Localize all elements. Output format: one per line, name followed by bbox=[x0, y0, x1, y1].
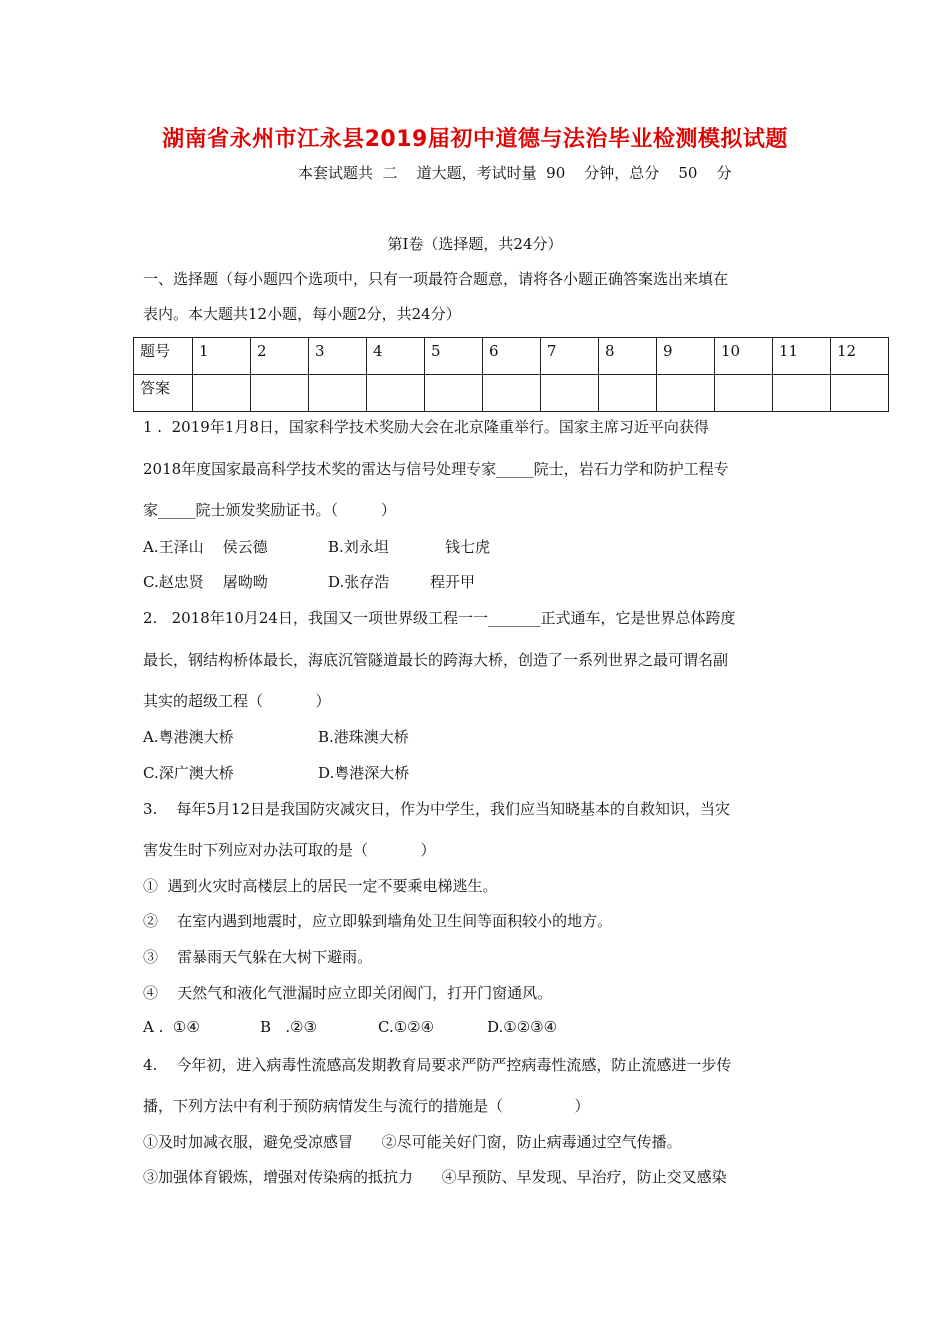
answer-cell[interactable] bbox=[541, 375, 599, 412]
question-4-line: 播，下列方法中有利于预防病情发生与流行的措施是（ ） bbox=[143, 1097, 590, 1115]
q1-option-b-extra: 钱七虎 bbox=[445, 538, 491, 556]
q3-option-a: A . ①④ bbox=[143, 1018, 200, 1036]
table-cell: 5 bbox=[425, 338, 483, 375]
q3-option-b: B .②③ bbox=[260, 1018, 317, 1036]
table-row bbox=[134, 338, 889, 375]
question-4-item: ③加强体育锻炼，增强对传染病的抵抗力 ④早预防、早发现、早治疗，防止交叉感染 bbox=[143, 1168, 727, 1186]
q3-option-c: C.①②④ bbox=[378, 1018, 435, 1036]
exam-title: 湖南省永州市江永县2019届初中道德与法治毕业检测模拟试题 bbox=[162, 127, 788, 152]
q1-option-d: D.张存浩 bbox=[328, 573, 390, 591]
question-3-item: ③ 雷暴雨天气躲在大树下避雨。 bbox=[143, 948, 373, 966]
answer-cell[interactable] bbox=[831, 375, 889, 412]
instruction-line: 一、选择题（每小题四个选项中，只有一项最符合题意，请将各小题正确答案选出来填在 bbox=[143, 270, 729, 288]
question-4-item: ①及时加减衣服，避免受凉感冒 ②尽可能关好门窗，防止病毒通过空气传播。 bbox=[143, 1133, 682, 1151]
answer-cell[interactable] bbox=[773, 375, 831, 412]
table-cell: 2 bbox=[251, 338, 309, 375]
q2-option-d: D.粤港深大桥 bbox=[318, 764, 410, 782]
q1-option-b: B.刘永坦 bbox=[328, 538, 389, 556]
question-3-item: ④ 天然气和液化气泄漏时应立即关闭阀门，打开门窗通风。 bbox=[143, 984, 553, 1002]
q1-option-a: A.王泽山 侯云德 bbox=[143, 538, 268, 556]
q1-option-d-extra: 程开甲 bbox=[430, 573, 476, 591]
table-cell: 1 bbox=[193, 338, 251, 375]
q2-option-b: B.港珠澳大桥 bbox=[318, 728, 409, 746]
q1-option-c: C.赵忠贤 屠呦呦 bbox=[143, 573, 268, 591]
question-1-line: 2018年度国家最高科学技术奖的雷达与信号处理专家_____院士，岩石力学和防护工程专 bbox=[143, 460, 729, 478]
question-3-line: 3. 每年5月12日是我国防灾减灾日，作为中学生，我们应当知晓基本的自救知识，当灾 bbox=[143, 800, 731, 818]
answer-cell[interactable] bbox=[251, 375, 309, 412]
answer-cell[interactable] bbox=[193, 375, 251, 412]
answer-cell[interactable] bbox=[425, 375, 483, 412]
question-3-line: 害发生时下列应对办法可取的是（ ） bbox=[143, 841, 436, 859]
exam-subtitle: 本套试题共 二 道大题，考试时量 90 分钟，总分 50 分 bbox=[298, 164, 732, 182]
answer-cell[interactable] bbox=[309, 375, 367, 412]
question-2-line: 其实的超级工程（ ） bbox=[143, 692, 331, 710]
question-2-line: 2. 2018年10月24日，我国又一项世界级工程一一_______正式通车，它是世界总体跨度 bbox=[143, 609, 736, 627]
answer-cell[interactable] bbox=[367, 375, 425, 412]
question-1-line: 家_____院士颁发奖励证书。（ ） bbox=[143, 501, 396, 519]
table-cell-label: 答案 bbox=[134, 375, 193, 412]
q2-option-c: C.深广澳大桥 bbox=[143, 764, 234, 782]
answer-cell[interactable] bbox=[599, 375, 657, 412]
table-cell: 3 bbox=[309, 338, 367, 375]
table-cell: 12 bbox=[831, 338, 889, 375]
table-cell: 10 bbox=[715, 338, 773, 375]
table-cell: 9 bbox=[657, 338, 715, 375]
question-1-line: 1 . 2019年1月8日，国家科学技术奖励大会在北京隆重举行。国家主席习近平向获得 bbox=[143, 418, 709, 436]
q3-option-d: D.①②③④ bbox=[487, 1018, 558, 1036]
answer-cell[interactable] bbox=[483, 375, 541, 412]
table-cell: 8 bbox=[599, 338, 657, 375]
table-cell: 6 bbox=[483, 338, 541, 375]
q2-option-a: A.粤港澳大桥 bbox=[143, 728, 234, 746]
answer-cell[interactable] bbox=[657, 375, 715, 412]
question-3-item: ② 在室内遇到地震时，应立即躲到墙角处卫生间等面积较小的地方。 bbox=[143, 912, 613, 930]
table-cell-label: 题号 bbox=[134, 338, 193, 375]
table-cell: 4 bbox=[367, 338, 425, 375]
instruction-line: 表内。本大题共12小题，每小题2分，共24分） bbox=[143, 305, 461, 323]
answer-table bbox=[133, 337, 889, 412]
table-row bbox=[134, 375, 889, 412]
table-cell: 7 bbox=[541, 338, 599, 375]
question-3-item: ① 遇到火灾时高楼层上的居民一定不要乘电梯逃生。 bbox=[143, 877, 498, 895]
question-2-line: 最长，钢结构桥体最长，海底沉管隧道最长的跨海大桥，创造了一系列世界之最可谓名副 bbox=[143, 651, 729, 669]
question-4-line: 4. 今年初，进入病毒性流感高发期教育局要求严防严控病毒性流感，防止流感进一步传 bbox=[143, 1056, 732, 1074]
answer-cell[interactable] bbox=[715, 375, 773, 412]
section-heading: 第Ⅰ卷（选择题，共24分） bbox=[387, 235, 563, 253]
table-cell: 11 bbox=[773, 338, 831, 375]
